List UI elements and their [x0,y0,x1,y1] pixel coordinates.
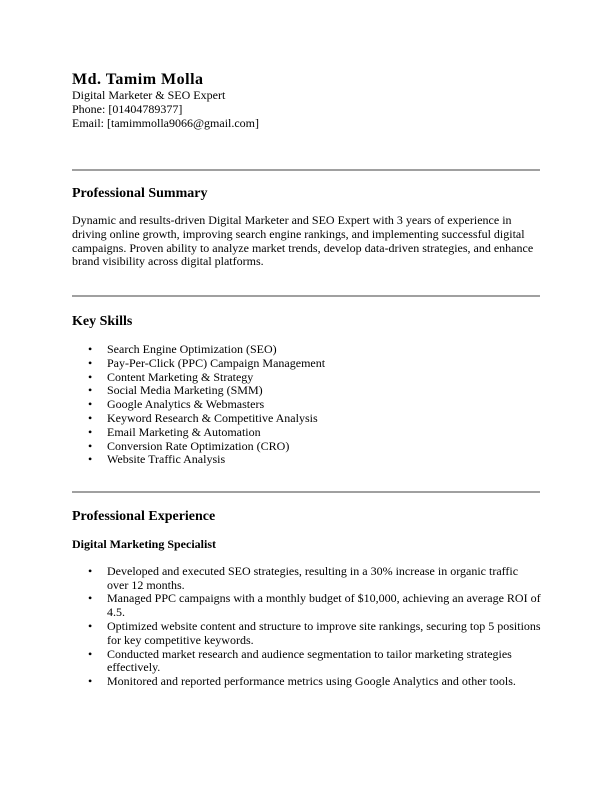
summary-section [72,186,542,269]
email: Email: [tamimmolla9066@gmail.com] [72,115,260,130]
skills-section [72,314,542,467]
skill-item: • Social Media Marketing (SMM) [72,384,542,398]
summary-heading: Professional Summary [72,186,208,201]
skill-item: • Email Marketing & Automation [72,426,542,440]
divider [72,491,540,493]
skills-list [72,343,542,467]
contact-header [72,71,542,130]
divider [72,169,540,171]
job-bullet: • Optimized website content and structure to improve site rankings, securing top 5 positions for key competitive keywords. [72,620,542,648]
job-bullet: • Developed and executed SEO strategies, resulting in a 30% increase in organic traffic over 12 months. [72,565,542,593]
skill-item: • Search Engine Optimization (SEO) [72,343,542,357]
candidate-title: Digital Marketer & SEO Expert [72,88,226,102]
skill-item: • Pay-Per-Click (PPC) Campaign Management [72,357,542,371]
job-bullets [72,565,542,689]
skills-heading: Key Skills [72,314,133,329]
candidate-name: Md. Tamim Molla [72,71,204,88]
skill-item: • Conversion Rate Optimization (CRO) [72,440,542,454]
job-bullet: • Monitored and reported performance metrics using Google Analytics and other tools. [72,675,542,689]
divider [72,295,540,297]
job-title: Digital Marketing Specialist [72,537,216,551]
job-bullet: • Conducted market research and audience segmentation to tailor marketing strategies effectively. [72,648,542,676]
experience-heading: Professional Experience [72,509,216,524]
phone: Phone: [01404789377] [72,101,183,116]
skill-item: • Content Marketing & Strategy [72,371,542,385]
skill-item: • Keyword Research & Competitive Analysis [72,412,542,426]
job-bullet: • Managed PPC campaigns with a monthly budget of $10,000, achieving an average ROI of 4.5. [72,592,542,620]
skill-item: • Website Traffic Analysis [72,453,542,467]
skill-item: • Google Analytics & Webmasters [72,398,542,412]
experience-section [72,509,542,689]
summary-text: Dynamic and results-driven Digital Marketer and SEO Expert with 3 years of experience in driving online growth, improving search engine rankings, and implementing successful digital campaigns. Proven ability to analyze market trends, develop data-driven strategies, and enhance brand visibility across digital platforms. [72,213,534,269]
